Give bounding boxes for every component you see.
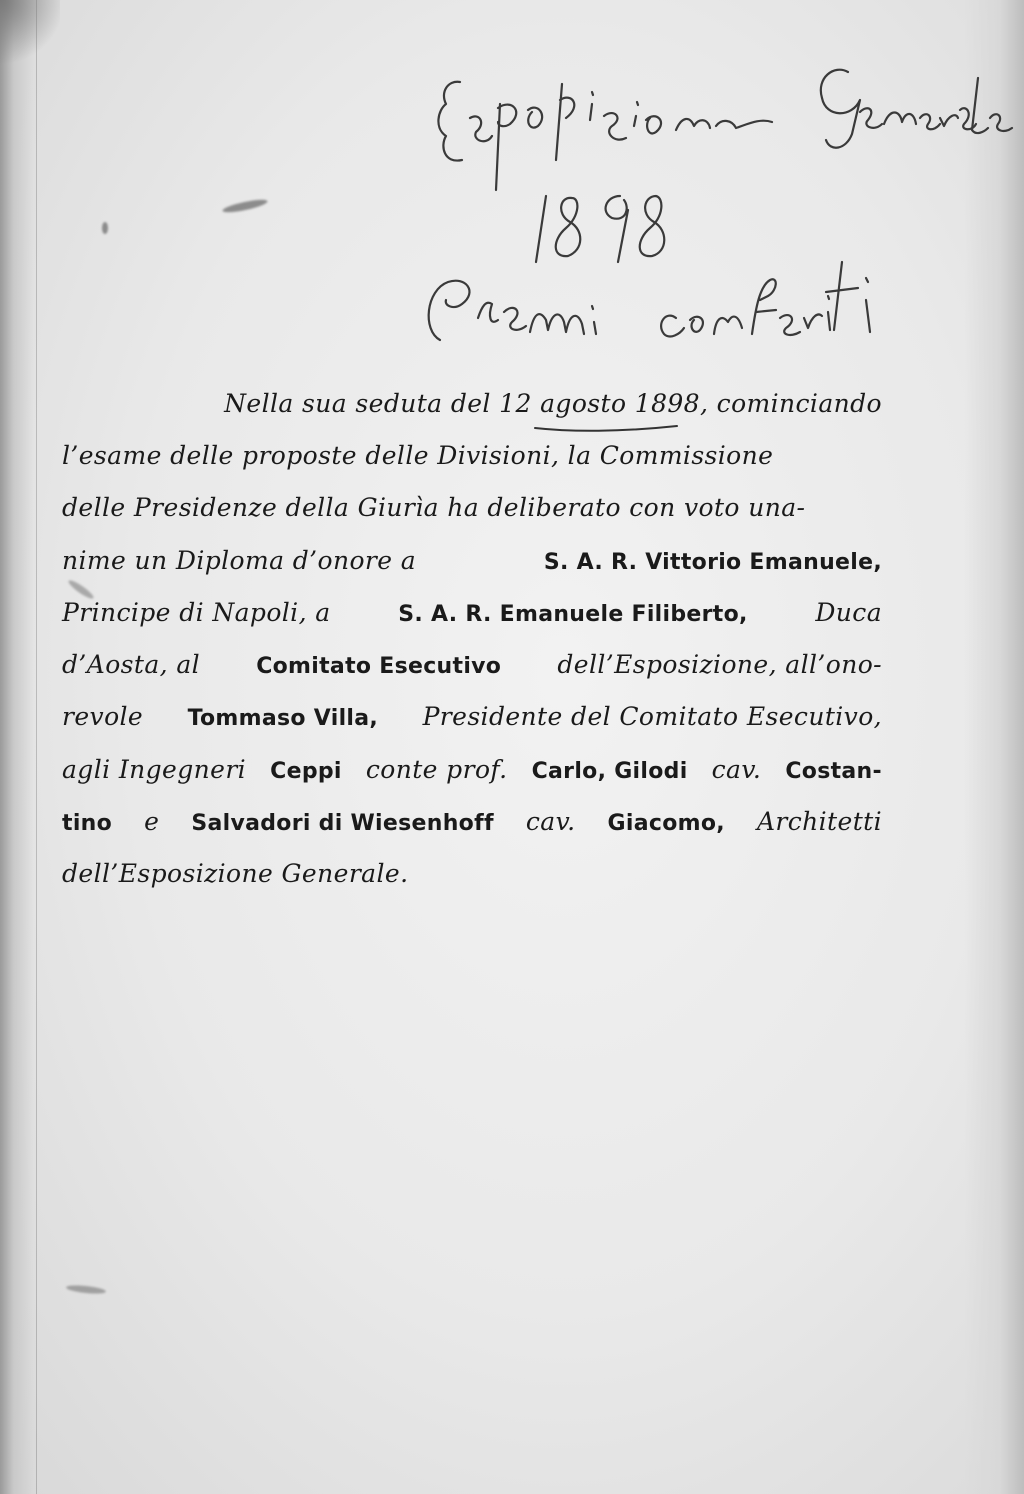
italic-text: nime un Diploma d’onore a [62,546,417,575]
bold-name-text: Tommaso Villa, [187,706,379,731]
italic-text: l’esame delle proposte delle Divisioni, la Commissione [62,441,774,470]
italic-text: Duca [815,598,882,627]
handwriting-drawing [0,0,1024,380]
bold-name-text: Carlo, Gilodi [531,759,688,784]
bold-name-text: tino [62,811,113,836]
bold-name-text: Costan- [785,759,882,784]
italic-text: d’Aosta, al [62,650,201,679]
italic-text: conte prof. [365,755,508,784]
paragraph-line [62,436,882,476]
italic-text: revole [62,702,144,731]
italic-text: Nella sua seduta del 12 agosto 1898, cominciando [224,389,882,418]
bold-name-text: S. A. R. Emanuele Filiberto, [398,602,748,627]
italic-text: delle Presidenze della Giurìa ha deliberato con voto una- [62,493,806,522]
paragraph-line [62,645,882,685]
italic-text: e [144,807,160,836]
paragraph-line [62,488,882,528]
handwritten-note [0,0,1024,380]
ink-smudge [66,1284,107,1295]
italic-text: agli Ingegneri [62,755,247,784]
italic-text: cav. [525,807,576,836]
paragraph-line [62,541,882,581]
bold-name-text: Salvadori di Wiesenhoff [191,811,494,836]
bold-name-text: Ceppi [270,759,342,784]
italic-text: Presidente del Comitato Esecutivo, [422,702,882,731]
italic-text: Architetti [756,807,882,836]
paragraph-line [62,593,882,633]
paragraph-line [62,384,882,424]
italic-text: Principe di Napoli, a [62,598,331,627]
bold-name-text: Comitato Esecutivo [256,654,502,679]
paragraph-line [62,750,882,790]
bold-name-text: S. A. R. Vittorio Emanuele, [543,550,882,575]
paragraph-line [62,802,882,842]
italic-text: dell’Esposizione Generale. [62,859,409,888]
italic-text: dell’Esposizione, all’ono- [557,650,882,679]
bold-name-text: Giacomo, [607,811,725,836]
paragraph-line [62,854,882,894]
italic-text: cav. [711,755,762,784]
paragraph-line [62,697,882,737]
